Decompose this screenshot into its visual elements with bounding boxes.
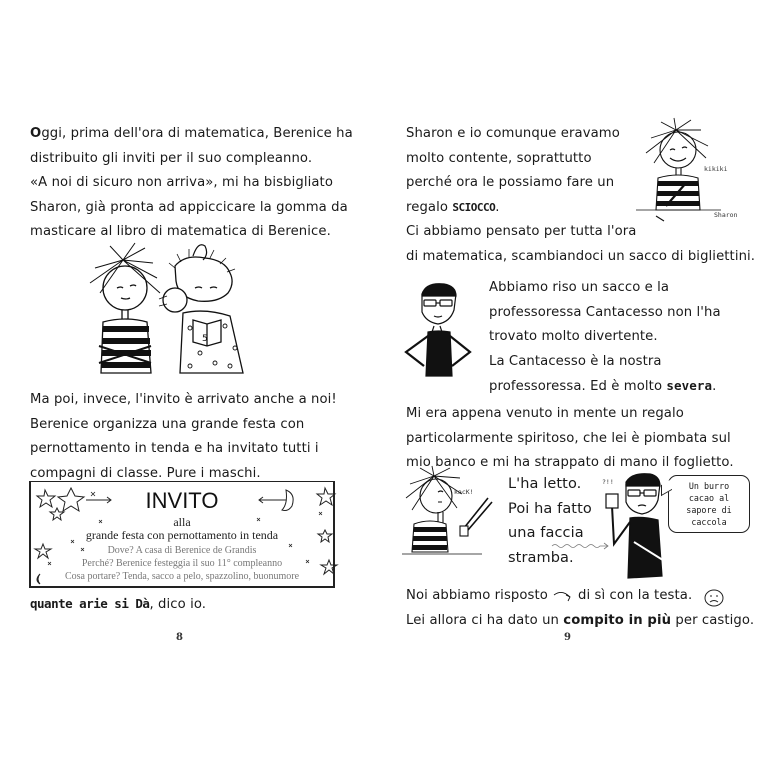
- text-line: pernottamento in tenda e ha invitato tutti i: [30, 441, 319, 456]
- text-line: stramba.: [508, 549, 574, 566]
- text-line: mio banco e mi ha strappato di mano il foglietto.: [406, 455, 734, 470]
- moon-icon: [37, 574, 40, 584]
- bubble-line: cacao al: [688, 493, 730, 503]
- text-line: , dico io.: [149, 597, 207, 612]
- text-line: di sì con la testa.: [577, 588, 693, 603]
- text-line: Poi ha fatto: [508, 500, 592, 517]
- text-line: regalo: [406, 199, 453, 215]
- invitation-subtitle-2: grande festa con pernottamento in tenda: [85, 528, 279, 542]
- text-line: compagni di classe. Pure i maschi.: [30, 465, 261, 481]
- left-paragraph-2: [30, 388, 337, 486]
- arrow-icon: [259, 497, 286, 503]
- text-line: distribuito gli inviti per il suo compleanno.: [30, 150, 313, 166]
- sharon-name-label: Sharon: [714, 211, 738, 219]
- right-page: [384, 0, 768, 768]
- arrow-icon: [86, 497, 111, 503]
- text-line: Sharon, già pronta ad appiccicare la gomma da: [30, 199, 348, 215]
- right-paragraph-3: [406, 402, 734, 476]
- text-line: masticare al libro di matematica di Berenice.: [30, 224, 331, 239]
- text-line: L'ha letto.: [508, 476, 582, 492]
- text-line: Berenice organizza una grande festa con: [30, 416, 305, 432]
- text-line: ggi, prima dell'ora di matematica, Berenice ha: [41, 126, 353, 141]
- star-icon: [50, 508, 64, 520]
- text-line: professoressa Cantacesso non l'ha: [489, 304, 721, 320]
- text-line: perché ora le possiamo fare un: [406, 175, 615, 190]
- star-icon: [321, 560, 337, 574]
- text-line: molto contente, soprattutto: [406, 150, 592, 166]
- right-paragraph-2: [489, 276, 721, 400]
- page-number: 9: [564, 632, 571, 643]
- left-paragraph-1: [30, 122, 353, 245]
- star-icon: [58, 488, 84, 511]
- text-line: .: [495, 199, 500, 215]
- invitation-detail-why: Perché? Berenice festeggia il suo 11° compleanno: [81, 558, 283, 569]
- bubble-line: sapore di: [686, 505, 732, 515]
- invitation-subtitle-1: alla: [173, 515, 191, 529]
- text-line: Abbiamo riso un sacco e la: [489, 280, 670, 295]
- text-line: Lei allora ci ha dato un: [406, 612, 564, 628]
- girl-hair: [90, 243, 160, 293]
- text-line: Noi abbiamo risposto: [406, 588, 548, 603]
- sad-face-icon: [704, 589, 724, 607]
- text-line: Sharon e io comunque eravamo: [406, 126, 620, 141]
- two-girls-illustration: [75, 238, 275, 378]
- squiggle-arrow-icon: [552, 540, 612, 552]
- text-line: professoressa. Ed è molto: [489, 379, 667, 394]
- star-icon: [35, 544, 51, 558]
- star-icon: [317, 488, 335, 505]
- left-closing-line: [30, 592, 206, 618]
- sharon-illustration: [636, 118, 726, 228]
- star-icon: [318, 530, 332, 542]
- text-line: Ci abbiamo pensato per tutta l'ora: [406, 224, 637, 239]
- bubble-line: Un burro: [688, 481, 730, 491]
- page-number: 8: [176, 632, 183, 643]
- emphasis-text: SCIOCCO: [452, 200, 496, 214]
- text-line: Ma poi, invece, l'invito è arrivato anche a noi!: [30, 392, 337, 407]
- text-line: trovato molto divertente.: [489, 329, 658, 344]
- teacher-illustration: [404, 280, 474, 380]
- text-line: «A noi di sicuro non arriva», mi ha bisbigliato: [30, 175, 333, 190]
- emphasis-text: quante arie si Dà: [30, 596, 150, 611]
- text-line: La Cantacesso è la nostra: [489, 353, 662, 369]
- invitation-detail-where: Dove? A casa di Berenice de Grandis: [107, 545, 257, 556]
- star-icon: [37, 490, 55, 507]
- girl-writing-illustration: [402, 470, 494, 558]
- sound-label-exclaim: ?!!: [602, 478, 614, 486]
- svg-text:5: 5: [202, 334, 208, 344]
- emphasis-text: compito in più: [563, 612, 672, 628]
- text-line: per castigo.: [671, 612, 755, 628]
- text-line: di matematica, scambiandoci un sacco di bigliettini.: [406, 248, 756, 264]
- invitation-decorations: [31, 482, 337, 589]
- text-line: particolarmente spiritoso, che lei è piombata sul: [406, 430, 731, 446]
- dropcap: O: [30, 126, 42, 141]
- speech-bubble: [668, 475, 750, 533]
- sparkle-icons: [48, 492, 322, 565]
- right-paragraph-4: [508, 472, 592, 570]
- invitation-detail-bring: Cosa portare? Tenda, sacco a pelo, spazzolino, buonumore: [64, 571, 300, 582]
- sound-label-kikiki: kikiki: [704, 165, 728, 173]
- bubble-line: caccola: [691, 517, 727, 527]
- text-line: .: [712, 379, 717, 394]
- invitation-title: INVITO: [145, 488, 219, 513]
- text-line: Mi era appena venuto in mente un regalo: [406, 406, 684, 421]
- invitation-card: [29, 481, 335, 588]
- right-paragraph-5: [406, 584, 754, 633]
- text-line: una faccia: [508, 525, 584, 541]
- emphasis-text: severa: [666, 378, 713, 393]
- sound-label-kack: kacK!: [454, 488, 474, 496]
